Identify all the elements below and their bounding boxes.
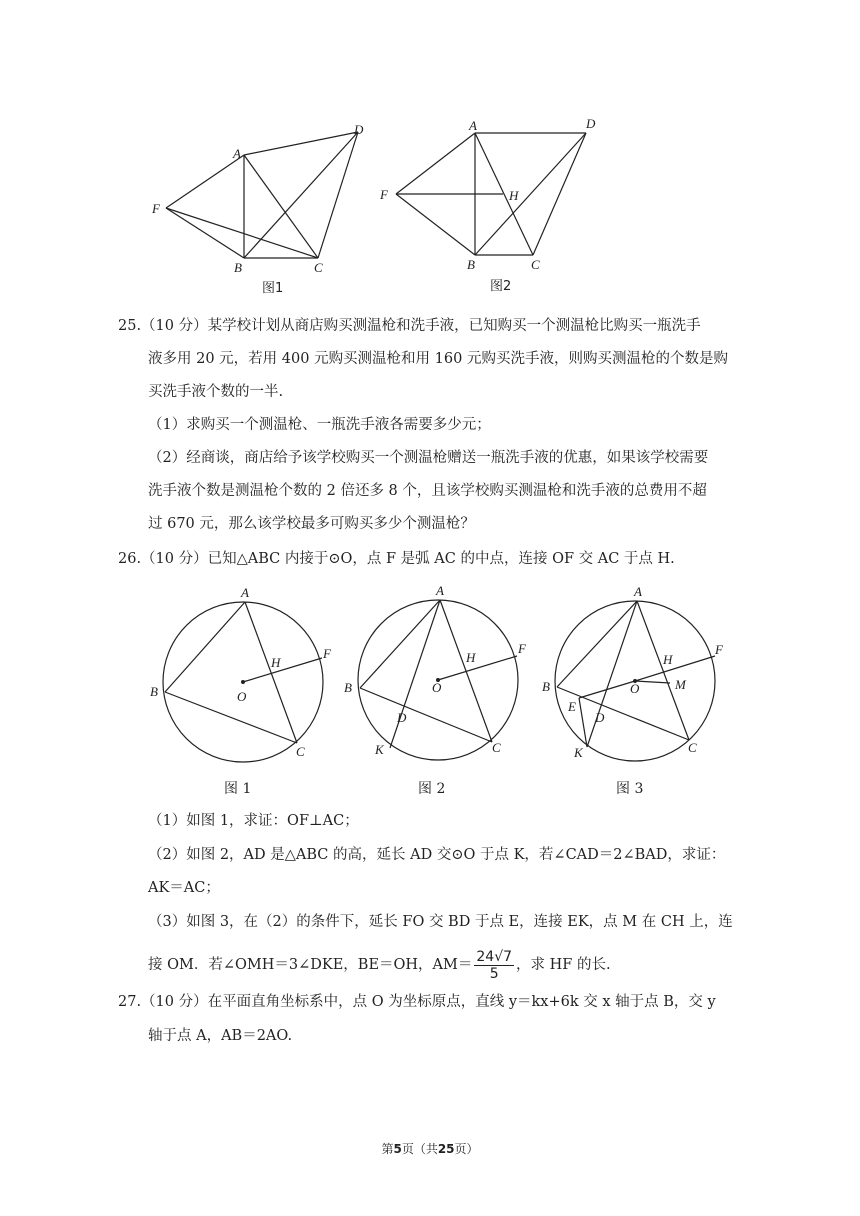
f3-label-c: C [688,740,697,755]
circle-figure-2 [344,583,527,797]
fig2-label-h: H [509,188,519,203]
f1-label-o: O [237,689,247,704]
f3-label-b: B [542,679,550,694]
fig1-label-a: A [233,146,241,161]
q25-sub-2c: 过 670 元，那么该学校最多可购买多少个测温枪？ [148,516,475,532]
fig2-label-b: B [467,257,475,272]
f1-label-h: H [271,655,281,670]
footer-post: 页） [454,1142,479,1156]
f2-label-h: H [466,650,476,665]
f3-label-k: K [574,745,583,760]
footer-total-pages: 25 [437,1142,455,1156]
f3-label-h: H [663,652,673,667]
f2-label-c: C [492,740,501,755]
f1-caption: 图 1 [224,781,252,797]
q26-sub-3b-pre: 接 OM．若∠OMH＝3∠DKE，BE＝OH，AM＝ [148,957,473,973]
figure-1-quadrilateral [151,122,364,296]
fig2-label-d: D [586,116,596,131]
f1-label-c: C [296,744,305,759]
f3-label-a: A [634,584,642,599]
q25-sub-2a: （2）经商谈，商店给予该学校购买一个测温枪赠送一瓶洗手液的优惠，如果该学校需要 [148,450,709,466]
f3-label-o: O [630,681,640,696]
am-fraction-denominator: 5 [489,965,499,982]
fig1-label-b: B [234,260,242,275]
q25-sub-2b: 洗手液个数是测温枪个数的 2 倍还多 8 个，且该学校购买测温枪和洗手液的总费用不超 [148,483,707,499]
f1-label-a: A [241,585,249,600]
q26-sub-2b: AK＝AC； [148,880,220,896]
q27-line-2: 轴于点 A，AB＝2AO. [148,1028,293,1044]
q25-sub-1: （1）求购买一个测温枪、一瓶洗手液各需要多少元； [148,417,491,433]
footer-pre: 第 [381,1142,394,1156]
f1-label-b: B [150,684,158,699]
q26-sub-1: （1）如图 1，求证：OF⊥AC； [148,813,359,829]
f2-label-k: K [375,742,384,757]
f2-label-b: B [344,680,352,695]
q26-sub-3a: （3）如图 3，在（2）的条件下，延长 FO 交 BD 于点 E，连接 EK，点 M 在 CH 上，连 [148,914,733,930]
fig2-label-c: C [531,257,540,272]
fig2-label-a: A [469,118,477,133]
q25-line-1: 25.（10 分）某学校计划从商店购买测温枪和洗手液，已知购买一个测温枪比购买一瓶洗手 [118,318,701,334]
q26-sub-3b [148,945,778,985]
footer-mid: 页（共 [401,1142,438,1156]
q25-line-3: 买洗手液个数的一半. [148,384,284,400]
f3-label-m: M [675,677,686,692]
f3-caption: 图 3 [616,781,644,797]
f3-label-e: E [568,699,576,714]
fig2-caption: 图2 [490,279,512,294]
f2-caption: 图 2 [418,781,446,797]
q27-line-1: 27.（10 分）在平面直角坐标系中，点 O 为坐标原点，直线 y＝kx+6k 交 x 轴于点 B，交 y [118,994,716,1010]
f2-label-d: D [397,710,407,725]
fig1-label-c: C [314,260,323,275]
f2-label-a: A [436,583,444,598]
f3-label-f: F [715,642,723,657]
fig1-label-d: D [354,122,364,137]
q26-figures [140,580,740,805]
fig2-label-f: F [380,187,388,202]
f1-label-f: F [323,646,331,661]
am-fraction [474,949,514,982]
am-fraction-numerator: 24√7 [476,948,513,965]
q26-sub-2a: （2）如图 2，AD 是△ABC 的高，延长 AD 交⊙O 于点 K，若∠CAD＝2∠BAD，求证： [148,847,726,863]
q26-stem: 26.（10 分）已知△ABC 内接于⊙O，点 F 是弧 AC 的中点，连接 OF 交 AC 于点 H. [118,551,675,567]
top-figures [140,110,610,305]
q25-line-2: 液多用 20 元，若用 400 元购买测温枪和用 160 元购买洗手液，则购买测温枪的个数是购 [148,351,728,367]
fig1-label-f: F [152,201,160,216]
q26-sub-3b-post: ，求 HF 的长. [516,957,611,973]
page-footer [0,1140,860,1157]
circle-figure-1 [150,585,332,797]
circle-figure-3 [542,584,724,797]
f2-label-o: O [432,680,442,695]
fig1-caption: 图1 [262,281,284,296]
footer-page-number: 5 [393,1142,402,1156]
figure-2-quadrilateral [379,116,596,294]
f3-label-d: D [595,710,605,725]
f2-label-f: F [518,641,526,656]
